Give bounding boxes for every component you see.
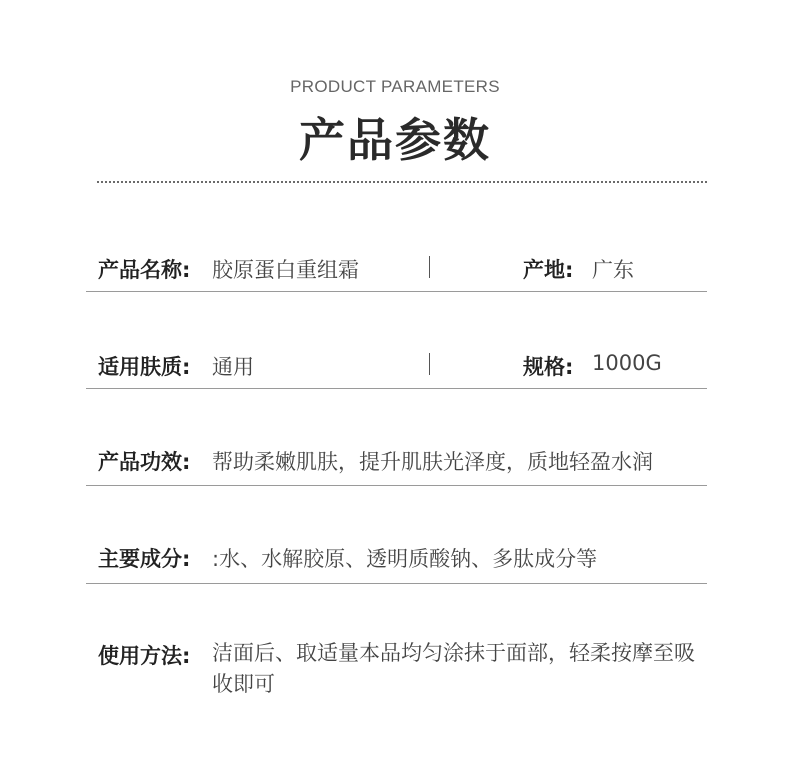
product-name-value: 胶原蛋白重组霜 bbox=[212, 258, 359, 282]
param-row-ingredients bbox=[86, 531, 707, 584]
spec-label: 规格: bbox=[523, 355, 574, 379]
spec-value: 1000G bbox=[592, 351, 662, 375]
row-divider bbox=[86, 291, 707, 292]
column-separator bbox=[429, 353, 430, 375]
param-row-name-origin bbox=[86, 240, 707, 292]
efficacy-value: 帮助柔嫩肌肤，提升肌肤光泽度，质地轻盈水润 bbox=[212, 450, 653, 474]
skin-type-label: 适用肤质: bbox=[98, 355, 191, 379]
ingredients-label: 主要成分: bbox=[98, 547, 191, 571]
param-row-usage bbox=[86, 636, 707, 706]
dotted-divider bbox=[97, 181, 707, 183]
param-row-efficacy bbox=[86, 434, 707, 486]
efficacy-label: 产品功效: bbox=[98, 450, 191, 474]
section-title: 产品参数 bbox=[299, 113, 491, 167]
origin-label: 产地: bbox=[523, 258, 574, 282]
section-subtitle: PRODUCT PARAMETERS bbox=[290, 77, 500, 96]
param-row-skin-spec bbox=[86, 337, 707, 389]
row-divider bbox=[86, 583, 707, 584]
column-separator bbox=[429, 256, 430, 278]
row-divider bbox=[86, 388, 707, 389]
ingredients-value: :水、水解胶原、透明质酸钠、多肽成分等 bbox=[212, 547, 598, 571]
usage-value: 洁面后、取适量本品均匀涂抹于面部，轻柔按摩至吸收即可 bbox=[212, 641, 695, 696]
skin-type-value: 通用 bbox=[212, 355, 254, 379]
usage-label: 使用方法: bbox=[98, 644, 191, 668]
product-name-label: 产品名称: bbox=[98, 258, 191, 282]
row-divider bbox=[86, 485, 707, 486]
origin-value: 广东 bbox=[592, 258, 634, 282]
